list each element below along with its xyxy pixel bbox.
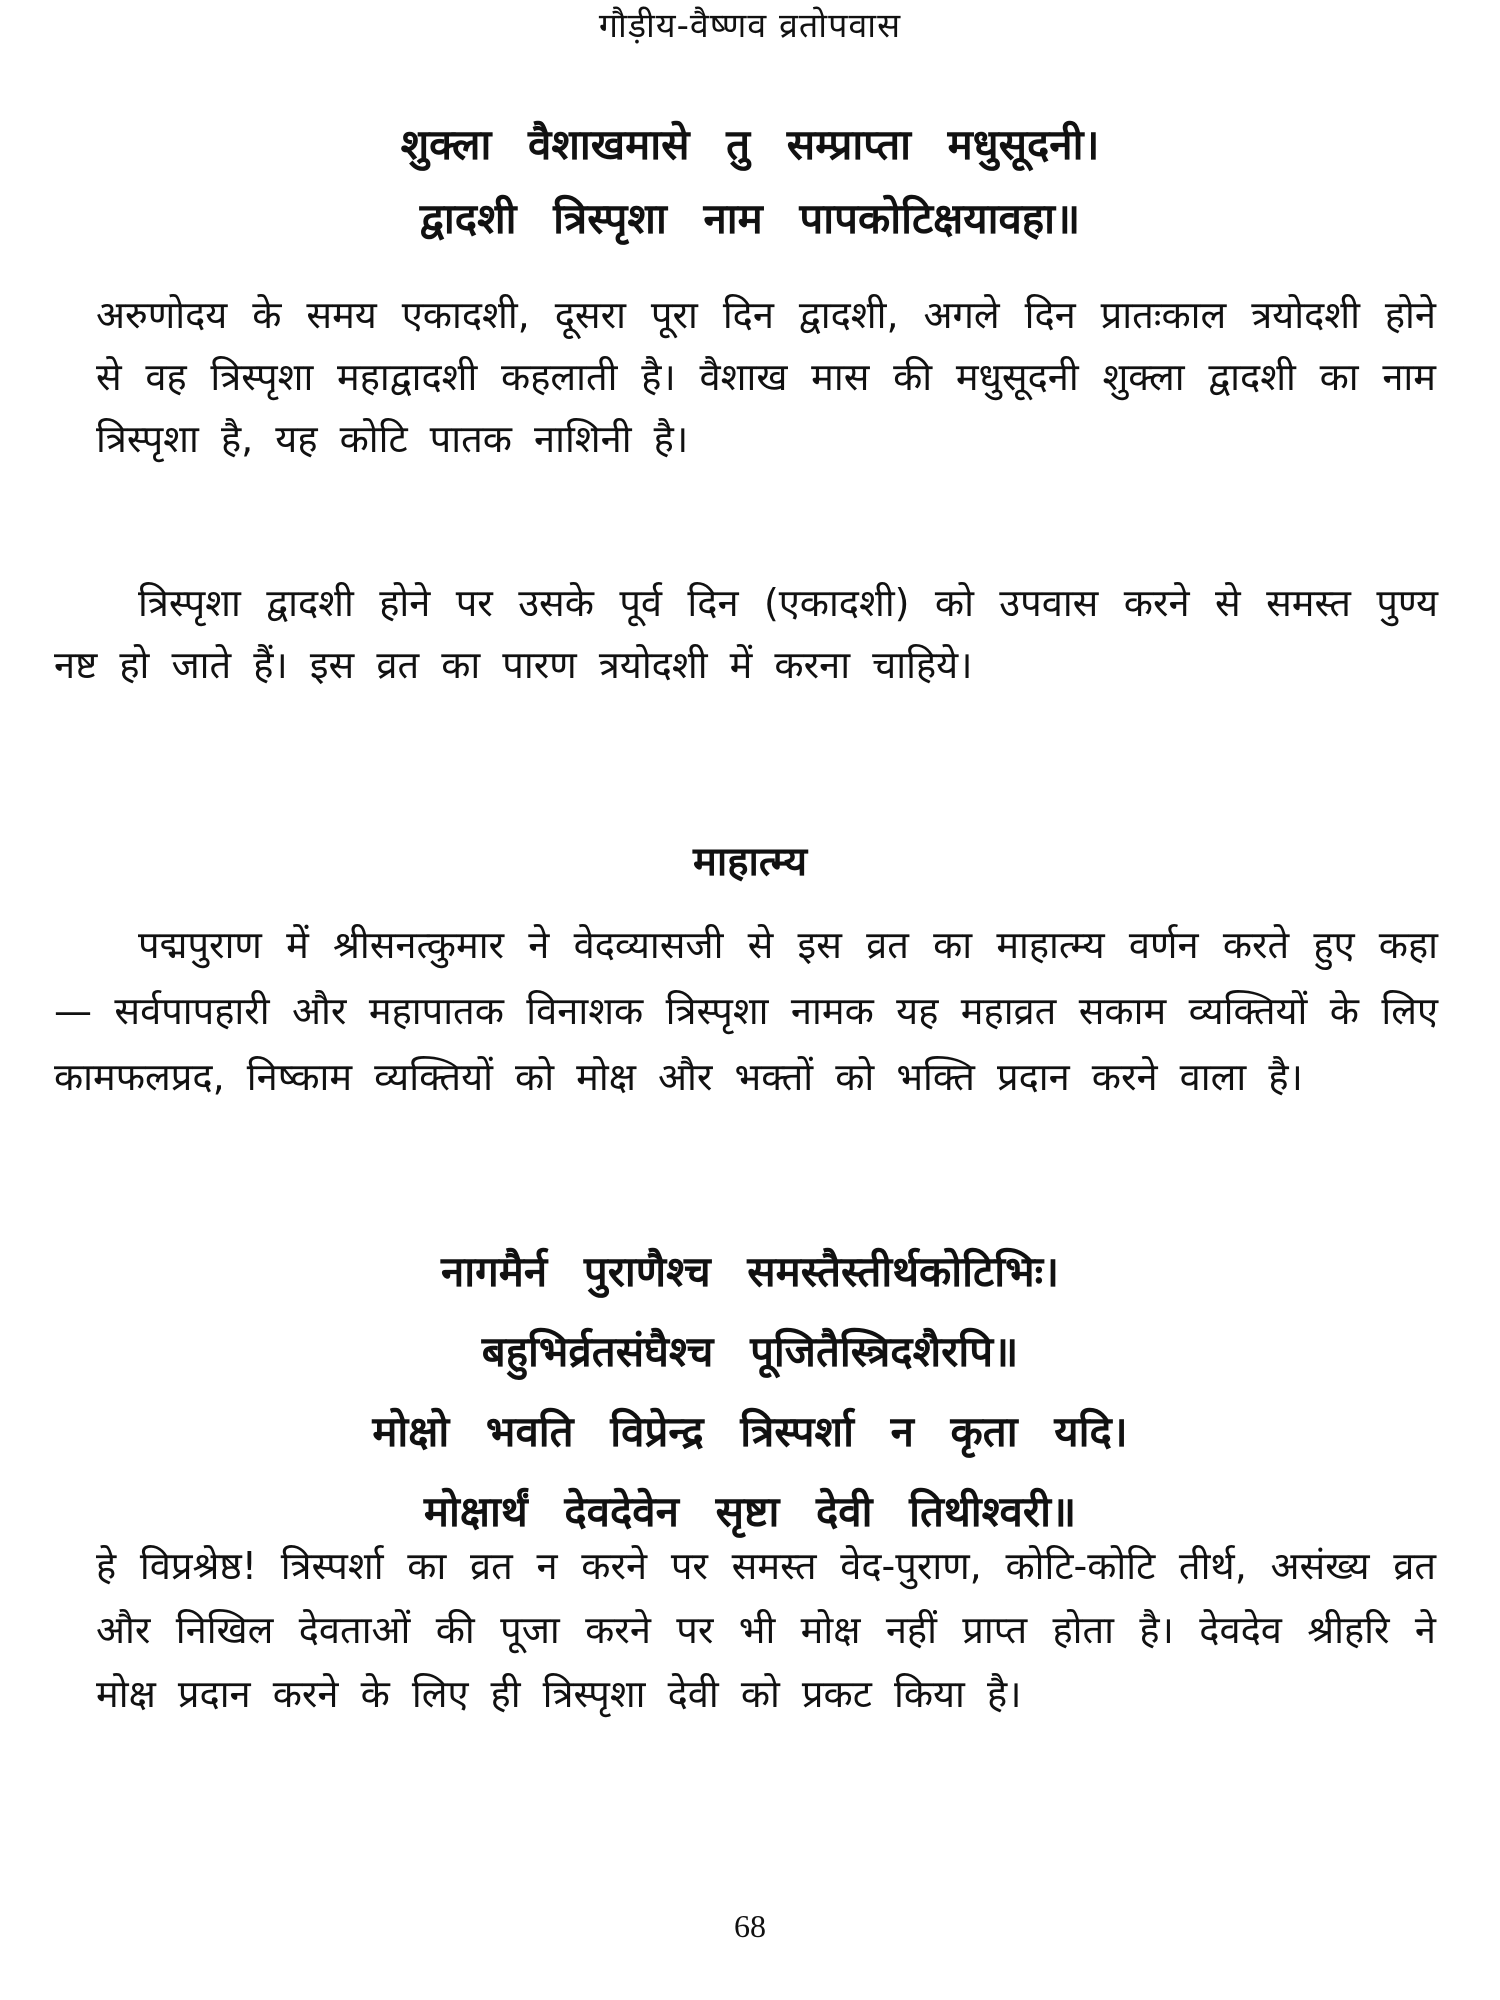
paragraph-padma-purana: पद्मपुराण में श्रीसनत्कुमार ने वेदव्यासजी से इस व्रत का माहात्म्य वर्णन करते हुए कहा— सर्वपापहारी और महापातक विनाशक त्रिस्पृशा नामक यह महाव्रत सकाम व्यक्तियों के लिए कामफलप्रद, निष्काम व्यक्तियों को मोक्ष और भक्तों को भक्ति प्रदान करने वाला है। [54, 923, 1438, 1099]
running-header: गौड़ीय-वैष्णव व्रतोपवास [598, 6, 902, 46]
sanskrit-verse-2 [0, 1232, 1500, 1552]
paragraph-fasting-rule: त्रिस्पृशा द्वादशी होने पर उसके पूर्व दिन (एकादशी) को उपवास करने से समस्त पुण्य नष्ट हो जाते हैं। इस व्रत का पारण त्रयोदशी में करना चाहिये। [54, 581, 1438, 687]
verse-line: मोक्षो भवति विप्रेन्द्र त्रिस्पर्शा न कृता यदि। [372, 1407, 1128, 1456]
section-heading-mahatmya: माहात्म्य [692, 839, 808, 885]
paragraph-trisprisha-definition: अरुणोदय के समय एकादशी, दूसरा पूरा दिन द्वादशी, अगले दिन प्रातःकाल त्रयोदशी होने से वह त्रिस्पृशा महाद्वादशी कहलाती है। वैशाख मास की मधुसूदनी शुक्ला द्वादशी का नाम त्रिस्पृशा है, यह कोटि पातक नाशिनी है। [96, 293, 1436, 461]
verse-line: बहुभिर्व्रतसंघैश्च पूजितैस्त्रिदशैरपि॥ [481, 1327, 1019, 1376]
page-number: 68 [734, 1908, 766, 1944]
verse-line: मोक्षार्थं देवदेवेन सृष्टा देवी तिथीश्वरी॥ [423, 1487, 1077, 1536]
paragraph-verse-translation: हे विप्रश्रेष्ठ! त्रिस्पर्शा का व्रत न करने पर समस्त वेद-पुराण, कोटि-कोटि तीर्थ, असंख्य व्रत और निखिल देवताओं की पूजा करने पर भी मोक्ष नहीं प्राप्त होता है। देवदेव श्रीहरि ने मोक्ष प्रदान करने के लिए ही त्रिस्पृशा देवी को प्रकट किया है। [96, 1544, 1436, 1716]
verse-line: नागमैर्न पुराणैश्च समस्तैस्तीर्थकोटिभिः। [440, 1247, 1060, 1296]
verse-line: शुक्ला वैशाखमासे तु सम्प्राप्ता मधुसूदनी। [400, 120, 1100, 169]
verse-line: द्वादशी त्रिस्पृशा नाम पापकोटिक्षयावहा॥ [419, 194, 1081, 243]
sanskrit-verse-1 [0, 108, 1500, 256]
